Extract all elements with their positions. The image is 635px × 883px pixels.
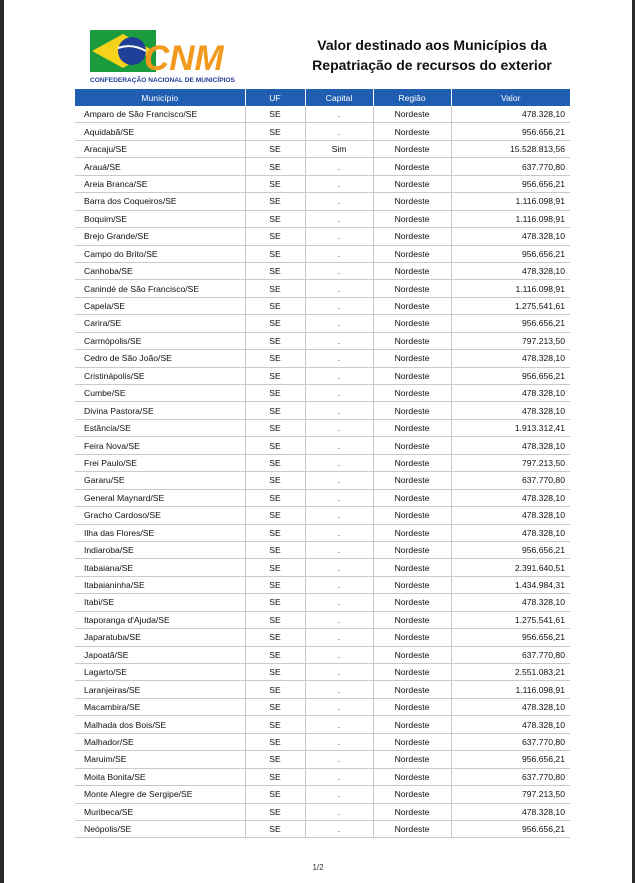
cell-uf: SE (245, 402, 305, 419)
cell-municipio: Indiaroba/SE (75, 541, 245, 558)
cell-uf: SE (245, 733, 305, 750)
cell-valor: 478.328,10 (451, 803, 570, 820)
cell-valor: 637.770,80 (451, 158, 570, 175)
cell-capital: . (305, 733, 373, 750)
cnm-logo-graphic (84, 26, 246, 86)
cell-uf: SE (245, 210, 305, 227)
cnm-logo (84, 26, 246, 86)
cell-capital: Sim (305, 140, 373, 157)
table-row (75, 402, 570, 419)
cell-capital: . (305, 646, 373, 663)
cell-regiao: Nordeste (373, 315, 451, 332)
cell-valor: 478.328,10 (451, 507, 570, 524)
cell-municipio: Feira Nova/SE (75, 437, 245, 454)
cell-municipio: Gararu/SE (75, 472, 245, 489)
cell-municipio: Carira/SE (75, 315, 245, 332)
table-row (75, 280, 570, 297)
cell-valor: 1.116.098,91 (451, 193, 570, 210)
cell-uf: SE (245, 123, 305, 140)
cell-uf: SE (245, 820, 305, 837)
cell-capital: . (305, 350, 373, 367)
cell-municipio: Barra dos Coqueiros/SE (75, 193, 245, 210)
cell-capital: . (305, 367, 373, 384)
table-row (75, 123, 570, 140)
cell-valor: 478.328,10 (451, 106, 570, 123)
cell-municipio: Amparo de São Francisco/SE (75, 106, 245, 123)
table-row (75, 315, 570, 332)
cell-municipio: Arauá/SE (75, 158, 245, 175)
cell-municipio: Malhador/SE (75, 733, 245, 750)
table-row (75, 681, 570, 698)
cell-capital: . (305, 245, 373, 262)
cell-valor: 478.328,10 (451, 716, 570, 733)
cell-uf: SE (245, 611, 305, 628)
cell-uf: SE (245, 681, 305, 698)
cell-regiao: Nordeste (373, 820, 451, 837)
cell-regiao: Nordeste (373, 367, 451, 384)
cell-uf: SE (245, 594, 305, 611)
cell-capital: . (305, 385, 373, 402)
cell-regiao: Nordeste (373, 489, 451, 506)
cell-capital: . (305, 716, 373, 733)
cell-uf: SE (245, 629, 305, 646)
cell-uf: SE (245, 280, 305, 297)
cell-uf: SE (245, 803, 305, 820)
cell-capital: . (305, 507, 373, 524)
page-number: 1/2 (312, 863, 324, 872)
table-row (75, 820, 570, 837)
cell-municipio: Lagarto/SE (75, 664, 245, 681)
cell-valor: 1.275.541,61 (451, 297, 570, 314)
cell-municipio: Canhoba/SE (75, 262, 245, 279)
cell-regiao: Nordeste (373, 751, 451, 768)
cell-valor: 637.770,80 (451, 733, 570, 750)
cell-valor: 2.551.083,21 (451, 664, 570, 681)
cell-uf: SE (245, 262, 305, 279)
table-row (75, 524, 570, 541)
cell-valor: 1.116.098,91 (451, 681, 570, 698)
cell-valor: 956.656,21 (451, 629, 570, 646)
cell-uf: SE (245, 489, 305, 506)
title-line-1: Valor destinado aos Municípios da (317, 37, 547, 53)
table-row (75, 297, 570, 314)
cell-regiao: Nordeste (373, 193, 451, 210)
cell-regiao: Nordeste (373, 280, 451, 297)
document-title (272, 35, 592, 75)
cell-valor: 637.770,80 (451, 646, 570, 663)
cell-regiao: Nordeste (373, 768, 451, 785)
cell-uf: SE (245, 245, 305, 262)
cell-capital: . (305, 280, 373, 297)
cell-municipio: Estância/SE (75, 419, 245, 436)
cell-capital: . (305, 786, 373, 803)
cell-regiao: Nordeste (373, 524, 451, 541)
cell-uf: SE (245, 332, 305, 349)
cell-uf: SE (245, 193, 305, 210)
cell-regiao: Nordeste (373, 350, 451, 367)
cell-municipio: Cedro de São João/SE (75, 350, 245, 367)
cell-capital: . (305, 454, 373, 471)
cell-valor: 797.213,50 (451, 454, 570, 471)
cell-valor: 1.275.541,61 (451, 611, 570, 628)
cell-municipio: Itabaianinha/SE (75, 576, 245, 593)
cell-regiao: Nordeste (373, 559, 451, 576)
table-row (75, 454, 570, 471)
table-row (75, 786, 570, 803)
cell-capital: . (305, 629, 373, 646)
cell-uf: SE (245, 385, 305, 402)
cell-uf: SE (245, 524, 305, 541)
cell-capital: . (305, 524, 373, 541)
cell-regiao: Nordeste (373, 106, 451, 123)
cell-regiao: Nordeste (373, 297, 451, 314)
cell-valor: 478.328,10 (451, 262, 570, 279)
cell-capital: . (305, 315, 373, 332)
cell-uf: SE (245, 664, 305, 681)
logo-subtitle: CONFEDERAÇÃO NACIONAL DE MUNICÍPIOS (90, 77, 235, 84)
cell-capital: . (305, 472, 373, 489)
cell-uf: SE (245, 698, 305, 715)
cell-regiao: Nordeste (373, 681, 451, 698)
cell-uf: SE (245, 646, 305, 663)
municipality-table (75, 89, 570, 838)
cell-municipio: Boquim/SE (75, 210, 245, 227)
cell-capital: . (305, 332, 373, 349)
cell-municipio: Itaporanga d'Ajuda/SE (75, 611, 245, 628)
cell-valor: 797.213,50 (451, 786, 570, 803)
cell-municipio: Moita Bonita/SE (75, 768, 245, 785)
cell-capital: . (305, 611, 373, 628)
cell-valor: 637.770,80 (451, 768, 570, 785)
cell-uf: SE (245, 541, 305, 558)
cell-valor: 478.328,10 (451, 524, 570, 541)
cell-capital: . (305, 576, 373, 593)
cell-uf: SE (245, 576, 305, 593)
cell-valor: 1.116.098,91 (451, 210, 570, 227)
cell-valor: 478.328,10 (451, 402, 570, 419)
column-header-capital: Capital (305, 89, 373, 106)
table-row (75, 541, 570, 558)
cell-municipio: Carmópolis/SE (75, 332, 245, 349)
table-row (75, 106, 570, 123)
cell-municipio: Ilha das Flores/SE (75, 524, 245, 541)
cell-municipio: Japaratuba/SE (75, 629, 245, 646)
table-row (75, 646, 570, 663)
cell-uf: SE (245, 437, 305, 454)
cell-valor: 478.328,10 (451, 489, 570, 506)
cell-municipio: Frei Paulo/SE (75, 454, 245, 471)
table-row (75, 210, 570, 227)
table-row (75, 611, 570, 628)
cell-regiao: Nordeste (373, 786, 451, 803)
cell-uf: SE (245, 367, 305, 384)
cell-capital: . (305, 594, 373, 611)
cell-regiao: Nordeste (373, 158, 451, 175)
cell-uf: SE (245, 350, 305, 367)
cell-regiao: Nordeste (373, 332, 451, 349)
cell-valor: 478.328,10 (451, 228, 570, 245)
cell-regiao: Nordeste (373, 646, 451, 663)
cell-capital: . (305, 158, 373, 175)
cell-capital: . (305, 175, 373, 192)
cell-capital: . (305, 681, 373, 698)
column-header-valor: Valor (451, 89, 570, 106)
cell-uf: SE (245, 768, 305, 785)
cell-capital: . (305, 106, 373, 123)
cell-valor: 1.116.098,91 (451, 280, 570, 297)
cell-valor: 956.656,21 (451, 820, 570, 837)
table-row (75, 489, 570, 506)
table-row (75, 140, 570, 157)
cell-capital: . (305, 751, 373, 768)
cell-capital: . (305, 820, 373, 837)
table-row (75, 385, 570, 402)
table-row (75, 228, 570, 245)
cell-regiao: Nordeste (373, 402, 451, 419)
cell-uf: SE (245, 297, 305, 314)
cell-municipio: Japoatã/SE (75, 646, 245, 663)
table-header-row (75, 89, 570, 106)
table-row (75, 367, 570, 384)
cell-municipio: Areia Branca/SE (75, 175, 245, 192)
table-row (75, 350, 570, 367)
cell-regiao: Nordeste (373, 611, 451, 628)
cell-uf: SE (245, 419, 305, 436)
table-row (75, 419, 570, 436)
table-row (75, 716, 570, 733)
cell-uf: SE (245, 472, 305, 489)
cell-regiao: Nordeste (373, 245, 451, 262)
table-row (75, 594, 570, 611)
cell-municipio: Aracaju/SE (75, 140, 245, 157)
cell-valor: 956.656,21 (451, 175, 570, 192)
cell-regiao: Nordeste (373, 123, 451, 140)
cell-municipio: Macambira/SE (75, 698, 245, 715)
cell-municipio: Gracho Cardoso/SE (75, 507, 245, 524)
cell-capital: . (305, 402, 373, 419)
table-row (75, 768, 570, 785)
cell-valor: 956.656,21 (451, 123, 570, 140)
table-row (75, 175, 570, 192)
cell-municipio: Neópolis/SE (75, 820, 245, 837)
table-row (75, 437, 570, 454)
cell-uf: SE (245, 175, 305, 192)
cell-uf: SE (245, 454, 305, 471)
cell-valor: 478.328,10 (451, 385, 570, 402)
cell-valor: 478.328,10 (451, 350, 570, 367)
cell-valor: 797.213,50 (451, 332, 570, 349)
table-row (75, 698, 570, 715)
cell-regiao: Nordeste (373, 437, 451, 454)
cell-uf: SE (245, 786, 305, 803)
table-row (75, 559, 570, 576)
cell-capital: . (305, 541, 373, 558)
cell-regiao: Nordeste (373, 228, 451, 245)
table-row (75, 262, 570, 279)
cell-capital: . (305, 419, 373, 436)
table-row (75, 664, 570, 681)
cell-uf: SE (245, 507, 305, 524)
cell-valor: 1.913.312,41 (451, 419, 570, 436)
cell-uf: SE (245, 106, 305, 123)
cell-regiao: Nordeste (373, 472, 451, 489)
cell-municipio: Muribeca/SE (75, 803, 245, 820)
cell-regiao: Nordeste (373, 629, 451, 646)
column-header-uf: UF (245, 89, 305, 106)
cell-uf: SE (245, 716, 305, 733)
cell-uf: SE (245, 140, 305, 157)
table-row (75, 158, 570, 175)
cell-municipio: Malhada dos Bois/SE (75, 716, 245, 733)
cell-regiao: Nordeste (373, 541, 451, 558)
cell-regiao: Nordeste (373, 664, 451, 681)
cell-valor: 956.656,21 (451, 315, 570, 332)
cell-regiao: Nordeste (373, 507, 451, 524)
cell-valor: 956.656,21 (451, 541, 570, 558)
cell-municipio: Capela/SE (75, 297, 245, 314)
cell-valor: 637.770,80 (451, 472, 570, 489)
cell-municipio: Itabi/SE (75, 594, 245, 611)
cell-valor: 478.328,10 (451, 698, 570, 715)
cell-uf: SE (245, 751, 305, 768)
cell-valor: 1.434.984,31 (451, 576, 570, 593)
cell-municipio: Divina Pastora/SE (75, 402, 245, 419)
cell-regiao: Nordeste (373, 385, 451, 402)
cell-valor: 956.656,21 (451, 367, 570, 384)
cell-capital: . (305, 768, 373, 785)
cell-valor: 478.328,10 (451, 594, 570, 611)
column-header-municipio: Município (75, 89, 245, 106)
cell-uf: SE (245, 228, 305, 245)
cell-regiao: Nordeste (373, 210, 451, 227)
cell-capital: . (305, 193, 373, 210)
title-line-2: Repatriação de recursos do exterior (312, 57, 552, 73)
cell-municipio: Monte Alegre de Sergipe/SE (75, 786, 245, 803)
cell-regiao: Nordeste (373, 698, 451, 715)
cell-municipio: Maruim/SE (75, 751, 245, 768)
cell-uf: SE (245, 315, 305, 332)
cell-valor: 956.656,21 (451, 245, 570, 262)
table-row (75, 803, 570, 820)
cell-valor: 2.391.640,51 (451, 559, 570, 576)
cell-regiao: Nordeste (373, 140, 451, 157)
table-row (75, 733, 570, 750)
cell-regiao: Nordeste (373, 733, 451, 750)
cell-municipio: Campo do Brito/SE (75, 245, 245, 262)
cell-municipio: Itabaiana/SE (75, 559, 245, 576)
table-row (75, 193, 570, 210)
cell-regiao: Nordeste (373, 419, 451, 436)
cell-capital: . (305, 698, 373, 715)
cell-uf: SE (245, 559, 305, 576)
cell-capital: . (305, 210, 373, 227)
cell-regiao: Nordeste (373, 454, 451, 471)
document-page (4, 0, 632, 883)
cell-capital: . (305, 489, 373, 506)
cell-valor: 956.656,21 (451, 751, 570, 768)
column-header-regiao: Região (373, 89, 451, 106)
cell-municipio: Brejo Grande/SE (75, 228, 245, 245)
cell-municipio: Cristinápolis/SE (75, 367, 245, 384)
cell-capital: . (305, 664, 373, 681)
table-row (75, 472, 570, 489)
cell-regiao: Nordeste (373, 175, 451, 192)
cell-capital: . (305, 123, 373, 140)
cell-capital: . (305, 228, 373, 245)
cell-regiao: Nordeste (373, 716, 451, 733)
cell-municipio: Cumbe/SE (75, 385, 245, 402)
cell-capital: . (305, 437, 373, 454)
cell-valor: 15.528.813,56 (451, 140, 570, 157)
table-row (75, 245, 570, 262)
logo-wordmark: CNM (144, 39, 224, 78)
table-row (75, 629, 570, 646)
cell-uf: SE (245, 158, 305, 175)
cell-capital: . (305, 559, 373, 576)
cell-capital: . (305, 803, 373, 820)
table-body (75, 106, 570, 838)
cell-capital: . (305, 297, 373, 314)
cell-municipio: Laranjeiras/SE (75, 681, 245, 698)
cell-valor: 478.328,10 (451, 437, 570, 454)
cell-capital: . (305, 262, 373, 279)
table-row (75, 576, 570, 593)
cell-regiao: Nordeste (373, 803, 451, 820)
cell-regiao: Nordeste (373, 262, 451, 279)
cell-regiao: Nordeste (373, 594, 451, 611)
cell-municipio: General Maynard/SE (75, 489, 245, 506)
table-row (75, 507, 570, 524)
table-row (75, 332, 570, 349)
cell-municipio: Canindé de São Francisco/SE (75, 280, 245, 297)
cell-regiao: Nordeste (373, 576, 451, 593)
table-row (75, 751, 570, 768)
cell-municipio: Aquidabã/SE (75, 123, 245, 140)
